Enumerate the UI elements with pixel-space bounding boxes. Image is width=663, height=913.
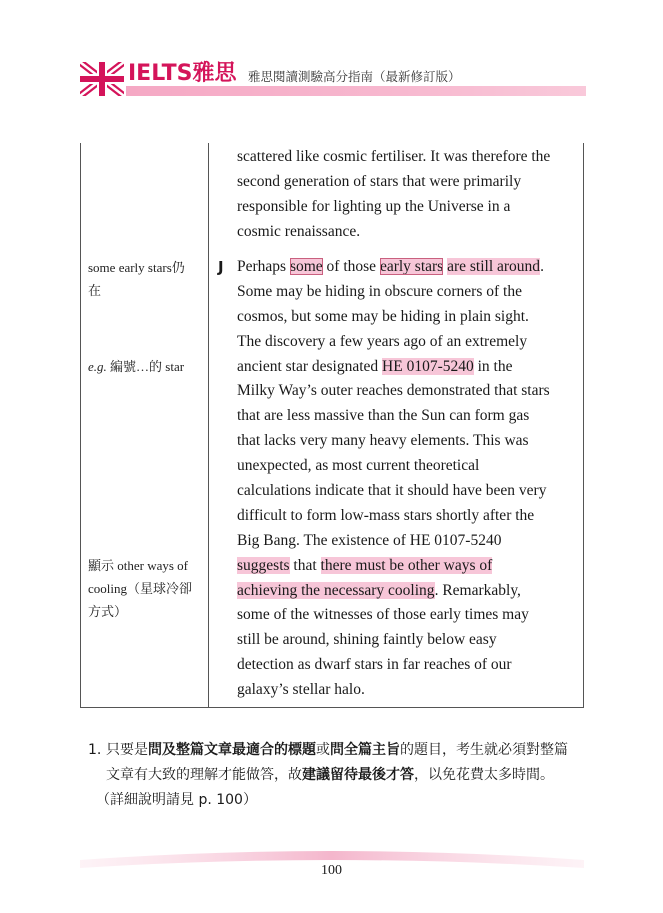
tip-number: 1. xyxy=(88,742,102,758)
note-cooling: 顯示 other ways of cooling（星球冷卻 方式） xyxy=(88,558,192,619)
highlight-star-id: HE 0107-5240 xyxy=(382,357,474,375)
paragraph-j: Perhaps some of those early stars are still around. Some may be hiding in obscure corners of the cosmos, but some may be hiding in plain sight. The discovery a few years ago of an extremely ancient star designated HE 0107-5240 in the Milky Way’s outer reaches demonstrated that stars that are less massive than the Sun can form gas that lacks very many heavy elements. This was unexpected, as most current theoretical calculations indicate that it should have been very difficult to form low-mass stars shortly after the Big Bang. The existence of HE 0107-5240 suggests that there must be other ways of achieving the necessary cooling. Remarkably, some of the witnesses of those early times may still be around, shining faintly below easy detection as dwarf stars in far reaches of our galaxy’s stellar halo. xyxy=(237,255,550,703)
note-early-stars: some early stars仍 在 xyxy=(88,260,185,298)
j-line-5: ancient star designated HE 0107-5240 in the xyxy=(237,357,513,375)
highlight-early-stars: early stars xyxy=(379,258,444,275)
tip-line-3: （詳細說明請見 p. 100） xyxy=(96,792,257,808)
highlight-suggests: suggests xyxy=(237,556,290,574)
j-line-13: suggests that there must be other ways of xyxy=(237,556,493,574)
column-divider xyxy=(208,143,209,708)
note-example: e.g. 編號…的 star xyxy=(88,359,185,374)
tip-note xyxy=(88,738,588,813)
page-header xyxy=(0,0,663,110)
highlight-cooling: achieving the necessary cooling xyxy=(237,581,435,599)
paragraph-letter: J xyxy=(218,258,224,276)
page-number: 100 xyxy=(321,863,342,878)
j-line-1: Perhaps some of those early stars are still around. xyxy=(237,258,544,275)
union-jack-flag-icon xyxy=(80,62,124,96)
tip-line-1: 只要是問及整篇文章最適合的標題或問全篇主旨的題目，考生就必須對整篇 xyxy=(106,742,568,758)
highlight-still-around: are still around xyxy=(447,258,541,275)
highlight-other-ways: there must be other ways of xyxy=(320,556,493,574)
tip-line-2: 文章有大致的理解才能做答，故建議留待最後才答，以免花費太多時間。 xyxy=(106,767,554,783)
highlight-some: some xyxy=(289,258,323,275)
book-title: 雅思閱讀測驗高分指南（最新修訂版） xyxy=(248,69,461,84)
logo-text: IELTS雅思 xyxy=(128,61,237,86)
passage-continuation: scattered like cosmic fertiliser. It was therefore the second generation of stars that were primarily responsible for lighting up the Universe in a cosmic renaissance. xyxy=(237,148,551,240)
j-line-14: achieving the necessary cooling. Remarkably, xyxy=(237,581,521,599)
note-eg: e.g. xyxy=(88,359,107,374)
